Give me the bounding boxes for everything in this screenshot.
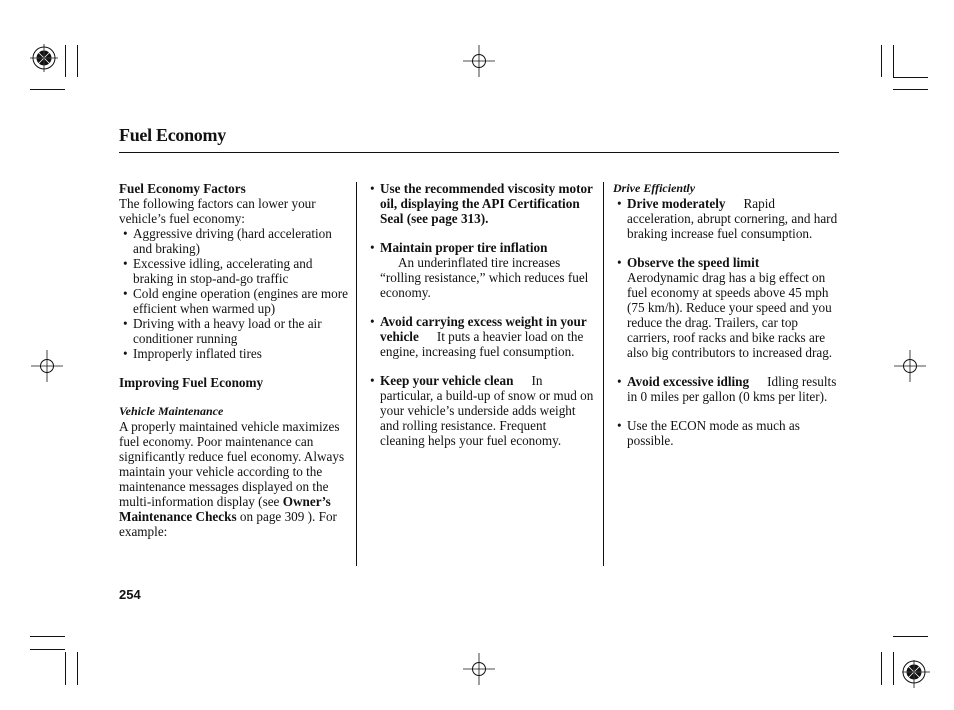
column-1 (119, 181, 351, 539)
list-item: • Improperly inflated tires (119, 346, 351, 361)
page-title: Fuel Economy (119, 125, 226, 145)
title-rule (119, 152, 839, 153)
crosshair-icon (462, 652, 496, 686)
intro-text: The following factors can lower your vehicle’s fuel economy: (119, 196, 316, 226)
subheading: Vehicle Maintenance (119, 404, 224, 418)
list-item: • Keep your vehicle clean In particular, a build-up of snow or mud on your vehicle’s underside adds weight and rolling resistance. Frequent cleaning helps your fuel economy. (366, 373, 594, 448)
page-number: 254 (119, 587, 141, 602)
list-item: • Drive moderately Rapid acceleration, abrupt cornering, and hard braking increase fuel consumption. (613, 196, 841, 241)
list-item: • Use the recommended viscosity motor oil, displaying the API Certification Seal (see page 313). (366, 181, 594, 226)
crosshair-icon (462, 45, 496, 79)
registration-target-icon (898, 656, 930, 688)
body-paragraph: A properly maintained vehicle maximizes fuel economy. Poor maintenance can significantly reduce fuel economy. Always maintain your vehicle according to the maintenance messages displayed on the multi-information display (see Owner’s Maintenance Checks on page 309 ). For example: (119, 419, 345, 539)
list-item: • Cold engine operation (engines are more efficient when warmed up) (119, 286, 351, 316)
subheading: Drive Efficiently (613, 181, 696, 195)
column-divider (603, 182, 604, 566)
registration-target-icon (30, 44, 62, 76)
crosshair-icon (30, 349, 64, 383)
list-item: • Driving with a heavy load or the air conditioner running (119, 316, 351, 346)
list-item: • Observe the speed limit Aerodynamic drag has a big effect on fuel economy at speeds above 45 mph (75 km/h). Reduce your speed and you reduce the drag. Trailers, car top carriers, roof racks and bike racks are also big contributors to increased drag. (613, 255, 841, 360)
list-item: • Avoid carrying excess weight in your vehicle It puts a heavier load on the engine, increasing fuel consumption. (366, 314, 594, 359)
crosshair-icon (893, 349, 927, 383)
list-item: • Maintain proper tire inflation An underinflated tire increases “rolling resistance,” which reduces fuel economy. (366, 240, 594, 300)
section-heading: Improving Fuel Economy (119, 375, 264, 390)
column-2 (366, 181, 594, 448)
list-item: • Aggressive driving (hard acceleration and braking) (119, 226, 351, 256)
list-item: • Use the ECON mode as much as possible. (613, 418, 841, 448)
section-heading: Fuel Economy Factors (119, 181, 246, 196)
column-3 (613, 181, 841, 448)
list-item: • Excessive idling, accelerating and braking in stop-and-go traffic (119, 256, 351, 286)
column-divider (356, 182, 357, 566)
list-item: • Avoid excessive idling Idling results in 0 miles per gallon (0 kms per liter). (613, 374, 841, 404)
cross-reference: Owner’s Maintenance Checks (119, 494, 331, 524)
